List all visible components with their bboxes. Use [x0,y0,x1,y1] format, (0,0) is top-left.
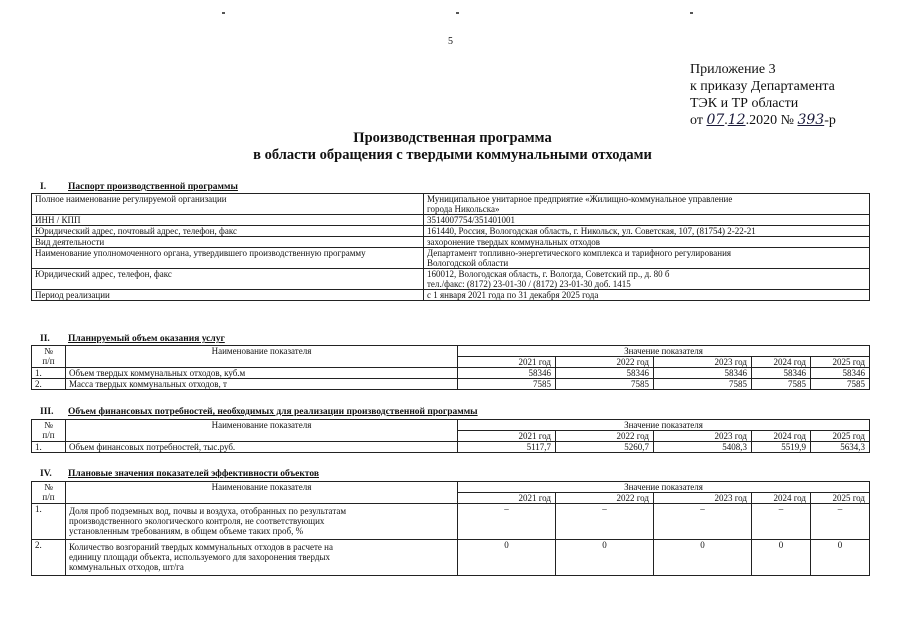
year-header: 2021 год [458,493,556,504]
col-name-header: Наименование показателя [66,482,458,504]
table-row: 1. Объем твердых коммунальных отходов, куб.м 58346 58346 58346 58346 58346 [32,368,870,379]
table-row [32,237,870,248]
page-number: 5 [448,36,453,47]
table-row [32,269,870,290]
appendix-block [690,61,836,129]
section-1-heading: I. Паспорт производственной программы [40,182,238,192]
passport-value: Муниципальное унитарное предприятие «Жилищно-коммунальное управление города Никольска» [424,194,870,215]
table-row: 2. Масса твердых коммунальных отходов, т 7585 7585 7585 7585 7585 [32,379,870,390]
table-row [32,290,870,301]
year-header: 2022 год [556,493,654,504]
services-volume-table [31,345,870,390]
col-num-header: № п/п [32,346,66,368]
financial-needs-table [31,419,870,453]
order-suffix: -р [824,113,836,128]
col-value-header: Значение показателя [458,346,870,357]
year-header: 2024 год [752,357,811,368]
col-name-header: Наименование показателя [66,346,458,368]
table-row [32,248,870,269]
year-header: 2025 год [811,431,870,442]
passport-value: с 1 января 2021 года по 31 декабря 2025 года [424,290,870,301]
year-header: 2023 год [654,357,752,368]
section-2-heading: II. Планируемый объем оказания услуг [40,334,225,344]
scan-speck [690,12,693,14]
year-header: 2025 год [811,357,870,368]
table-row: 2. Количество возгораний твердых коммунальных отходов в расчете на единицу площади объекта, используемого для захоронения твердых коммунальных отходов, шт/га 0 0 0 0 0 [32,540,870,576]
table-row [32,215,870,226]
appendix-order-line: от 07.12.2020 № 393-р [690,112,836,128]
year-header: 2022 год [556,431,654,442]
passport-label: Полное наименование регулируемой организации [32,194,424,215]
table-row [32,194,870,215]
year-header: 2022 год [556,357,654,368]
order-year: .2020 № [745,113,794,128]
scan-speck [222,12,225,14]
title-line-2: в области обращения с твердыми коммунальными отходами [253,147,652,163]
appendix-line-3: ТЭК и ТР области [690,96,799,111]
order-prefix: от [690,113,703,128]
passport-table [31,193,870,301]
passport-value: захоронение твердых коммунальных отходов [424,237,870,248]
passport-label: Юридический адрес, телефон, факс [32,269,424,290]
col-value-header: Значение показателя [458,482,870,493]
passport-value: 160012, Вологодская область, г. Вологда, Советский пр., д. 80 б тел./факс: (8172) 23-01-30 / (8172) 23-01-30 доб. 1415 [424,269,870,290]
passport-label: ИНН / КПП [32,215,424,226]
table-row: 1. Доля проб подземных вод, почвы и воздуха, отобранных по результатам производственного экологического контроля, не соответствующих установленным требованиям, в общем объеме таких проб, % – – – – – [32,504,870,540]
order-month: 12 [727,112,746,128]
year-header: 2025 год [811,493,870,504]
year-header: 2024 год [752,493,811,504]
passport-label: Наименование уполномоченного органа, утвердившего производственную программу [32,248,424,269]
year-header: 2024 год [752,431,811,442]
order-number: 393 [797,112,825,128]
col-num-header: № п/п [32,420,66,442]
passport-label: Вид деятельности [32,237,424,248]
passport-label: Юридический адрес, почтовый адрес, телефон, факс [32,226,424,237]
col-value-header: Значение показателя [458,420,870,431]
section-3-heading: III. Объем финансовых потребностей, необходимых для реализации производственной программы [40,407,478,417]
table-row: 1. Объем финансовых потребностей, тыс.руб. 5117,7 5260,7 5408,3 5519,9 5634,3 [32,442,870,453]
year-header: 2021 год [458,357,556,368]
year-header: 2023 год [654,493,752,504]
col-num-header: № п/п [32,482,66,504]
appendix-line-2: к приказу Департамента [690,79,835,94]
year-header: 2023 год [654,431,752,442]
passport-value: Департамент топливно-энергетического комплекса и тарифного регулирования Вологодской области [424,248,870,269]
year-header: 2021 год [458,431,556,442]
col-name-header: Наименование показателя [66,420,458,442]
passport-value: 3514007754/351401001 [424,215,870,226]
section-4-heading: IV. Плановые значения показателей эффективности объектов [40,469,319,479]
passport-label: Период реализации [32,290,424,301]
efficiency-indicators-table [31,481,870,576]
passport-value: 161440, Россия, Вологодская область, г. Никольск, ул. Советская, 107, (81754) 2-22-21 [424,226,870,237]
order-day: 07 [706,112,725,128]
scan-speck [456,12,459,14]
document-title [0,130,905,164]
appendix-line-1: Приложение 3 [690,62,776,77]
title-line-1: Производственная программа [353,130,552,146]
table-row [32,226,870,237]
